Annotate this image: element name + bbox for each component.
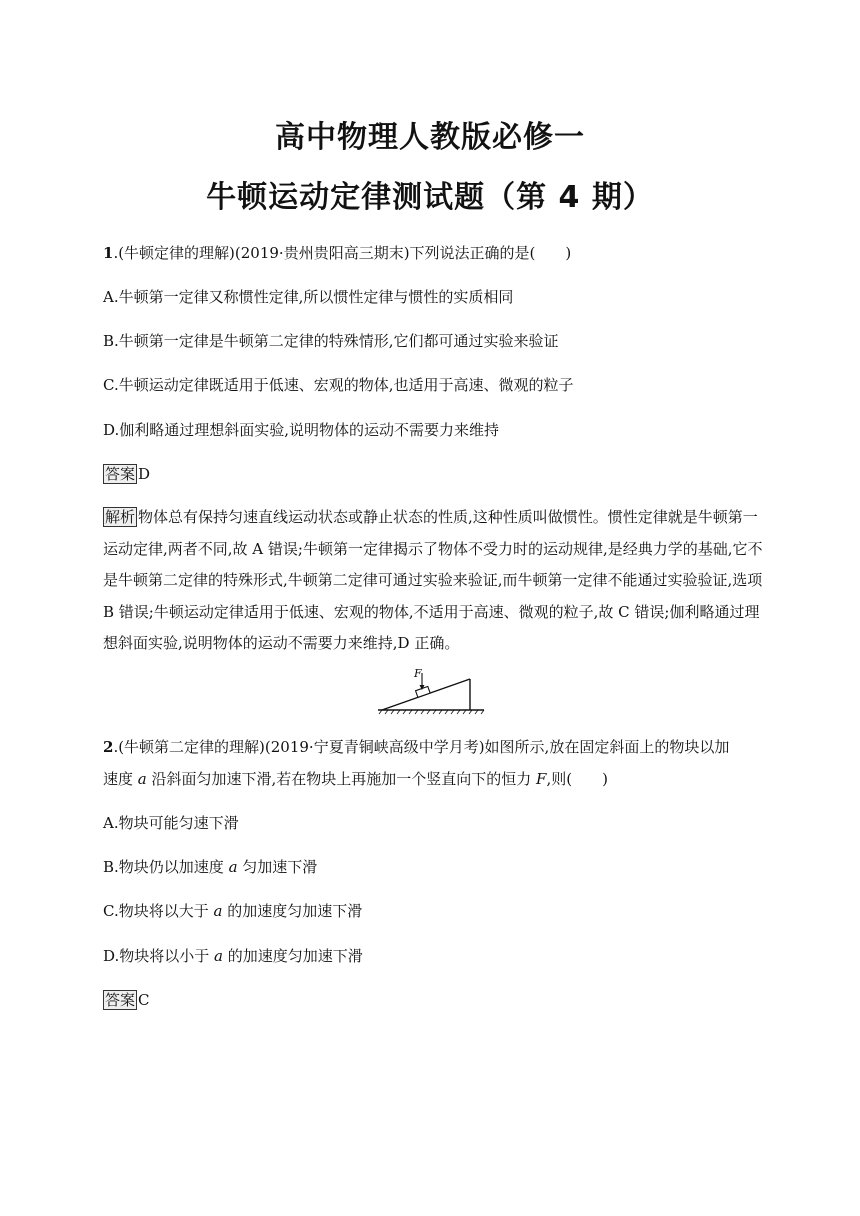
option-text: 的加速度匀加速下滑 xyxy=(222,947,363,965)
answer-tag: 答案 xyxy=(105,465,136,483)
question-stem-text: .(牛顿第二定律的理解)(2019·宁夏青铜峡高级中学月考)如图所示,放在固定斜面上的物块以加 xyxy=(113,738,730,756)
option-text: A.物块可能匀速下滑 xyxy=(103,814,239,832)
option-text: D.物块将以小于 xyxy=(103,947,215,965)
var-a: a xyxy=(137,770,147,788)
question-1-analysis xyxy=(103,502,765,660)
option-text: B.物块仍以加速度 xyxy=(103,858,229,876)
stem-text: ,则( ) xyxy=(546,770,608,788)
option-text: C.物块将以大于 xyxy=(103,902,214,920)
analysis-text: 物体总有保持匀速直线运动状态或静止状态的性质,这种性质叫做惯性。惯性定律就是牛顿第一运动定律,两者不同,故 A 错误;牛顿第一定律揭示了物体不受力时的运动规律,是经典力学的基础,它不是牛顿第二定律的特殊形式,牛顿第二定律可通过实验来验证,而牛顿第一定律不能通过实验验证,选项 B 错误;牛顿运动定律适用于低速、宏观的物体,不适用于高速、微观的粒子,故 C 错误;伽利略通过理想斜面实验,说明物体的运动不需要力来维持,D 正确。 xyxy=(103,508,763,652)
answer-value: D xyxy=(138,465,151,483)
question-2-answer xyxy=(103,990,763,1010)
var-a: a xyxy=(213,902,223,920)
question-2-stem-line2 xyxy=(103,769,763,789)
stem-text: 速度 xyxy=(103,770,138,788)
page-subtitle: 牛顿运动定律测试题（第 4 期） xyxy=(206,180,654,215)
question-1-stem xyxy=(103,243,763,263)
question-stem-text: .(牛顿定律的理解)(2019·贵州贵阳高三期末)下列说法正确的是( ) xyxy=(113,244,572,262)
question-2-stem-line1 xyxy=(103,737,763,757)
var-a: a xyxy=(228,858,238,876)
question-number: 1 xyxy=(103,244,114,262)
answer-value: C xyxy=(138,991,150,1009)
answer-tag: 答案 xyxy=(105,991,136,1009)
question-1-answer xyxy=(103,464,763,484)
page-title: 高中物理人教版必修一 xyxy=(275,120,585,155)
question-2-option-a xyxy=(103,813,763,833)
force-label: F xyxy=(414,667,422,680)
question-2-option-c xyxy=(103,901,763,921)
question-1-option-d: D.伽利略通过理想斜面实验,说明物体的运动不需要力来维持 xyxy=(103,421,500,439)
var-a: a xyxy=(214,947,223,965)
analysis-tag: 解析 xyxy=(105,508,136,526)
question-2-option-b xyxy=(103,857,763,877)
incline-figure xyxy=(376,665,488,717)
option-text: 的加速度匀加速下滑 xyxy=(222,902,363,920)
var-f: F xyxy=(536,770,547,788)
question-1-option-b: B.牛顿第一定律是牛顿第二定律的特殊情形,它们都可通过实验来验证 xyxy=(103,332,559,350)
question-2-option-d xyxy=(103,946,763,966)
question-number: 2 xyxy=(103,738,114,756)
question-1-option-c: C.牛顿运动定律既适用于低速、宏观的物体,也适用于高速、微观的粒子 xyxy=(103,376,574,394)
question-1-option-a: A.牛顿第一定律又称惯性定律,所以惯性定律与惯性的实质相同 xyxy=(103,288,514,306)
stem-text: 沿斜面匀加速下滑,若在物块上再施加一个竖直向下的恒力 xyxy=(146,770,537,788)
option-text: 匀加速下滑 xyxy=(237,858,318,876)
